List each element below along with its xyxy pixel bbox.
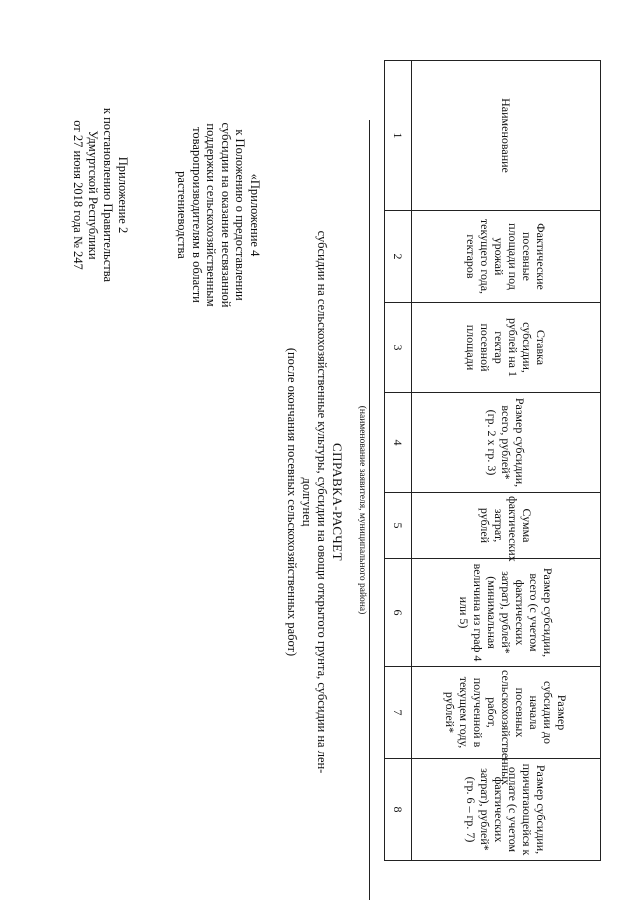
appendix-line: от 27 июня 2018 года № 247	[71, 120, 85, 270]
column-header: Размер субсидии, причитающейся к оплате (с учетом фактических затрат), рублей* (гр. 6 – гр. 7)	[412, 759, 601, 861]
column-number: 8	[385, 759, 412, 861]
document-subtitle: субсидии на сельскохозяйственные культуры, субсидии на овощи открытого грунта, субсидии на лен-долгунец	[300, 230, 329, 774]
column-header: Ставка субсидии, рублей на 1 гектар посевной площади	[412, 303, 601, 393]
regulation-line: поддержки сельскохозяйственным	[204, 123, 219, 307]
table-number-row	[385, 61, 412, 861]
column-number: 4	[385, 393, 412, 493]
regulation-line: товаропроизводителям в области	[190, 127, 204, 303]
regulation-line: к Положению о предоставлении	[233, 129, 248, 301]
column-header: Фактические посевные площади под урожай текущего года, гектаров	[412, 211, 601, 303]
column-header: Размер субсидии, всего (с учетом фактических затрат), рублей* (минимальная величина из граф 4 или 5)	[412, 559, 601, 667]
calculation-table	[384, 60, 601, 861]
appendix-line: к постановлению Правительства	[101, 107, 115, 283]
regulation-line: растениеводства	[175, 171, 190, 259]
column-header: Размер субсидии, всего, рублей* (гр. 2 х гр. 3)	[412, 393, 601, 493]
calculation-table-wrapper	[384, 60, 601, 861]
column-header: Размер субсидии до начала посевных сельскохозяйственных работ, полученной в текущем году, рублей*	[412, 667, 601, 759]
column-header: Сумма фактических затрат, рублей	[412, 493, 601, 559]
document-subtitle-note: (после окончания посевных сельскохозяйственных работ)	[285, 347, 299, 657]
column-number: 6	[385, 559, 412, 667]
regulation-reference	[175, 85, 262, 345]
column-number: 2	[385, 211, 412, 303]
regulation-line: субсидии на оказание несвязанной	[219, 122, 233, 308]
regulation-line: «Приложение 4	[248, 173, 262, 257]
appendix-line: Удмуртской Республики	[86, 130, 100, 260]
document-title: СПРАВКА-РАСЧЕТ	[330, 442, 345, 562]
column-number: 5	[385, 493, 412, 559]
applicant-underline	[369, 120, 370, 900]
column-number: 1	[385, 61, 412, 211]
column-header: Наименование	[412, 61, 601, 211]
applicant-field	[356, 120, 370, 900]
appendix-header	[70, 95, 130, 295]
column-number: 7	[385, 667, 412, 759]
applicant-caption: (наименование заявителя, муниципального района)	[357, 405, 367, 615]
table-header-row	[412, 61, 601, 861]
appendix-line: Приложение 2	[116, 156, 130, 234]
column-number: 3	[385, 303, 412, 393]
document-title-block	[284, 222, 345, 782]
